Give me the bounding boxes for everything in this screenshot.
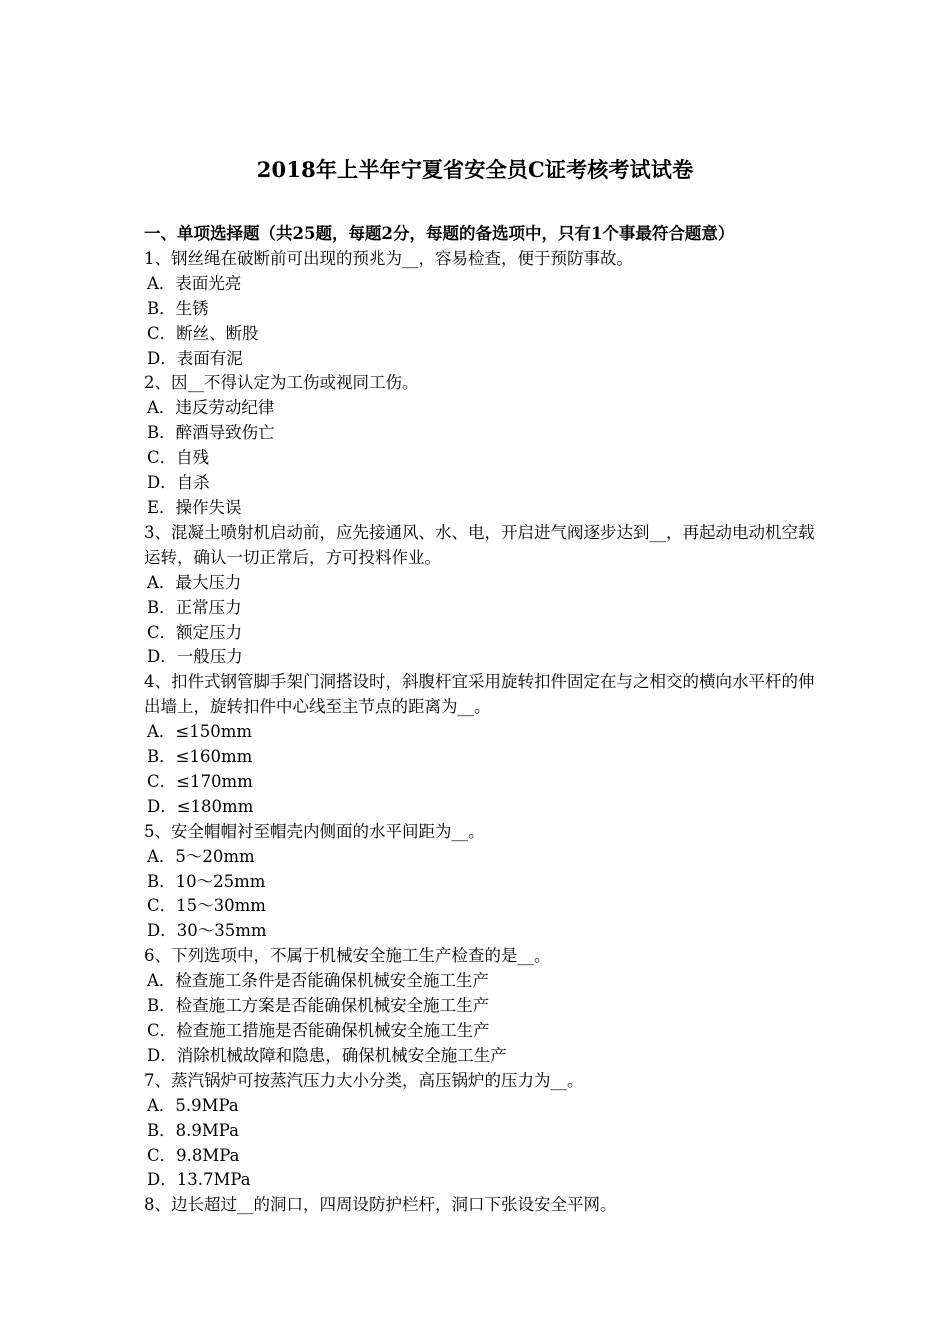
question-item [144, 521, 824, 670]
answer-option: D．自杀 [147, 473, 210, 493]
question-item [144, 820, 824, 945]
answer-option: C．自残 [147, 448, 210, 468]
question-stem: 1、钢丝绳在破断前可出现的预兆为__，容易检查，便于预防事故。 [144, 248, 633, 268]
section-heading: 一、单项选择题（共25题，每题2分，每题的备选项中，只有1个事最符合题意） [144, 224, 735, 243]
answer-option: D．一般压力 [147, 647, 243, 667]
document-body [144, 222, 824, 1218]
answer-option: C．额定压力 [147, 622, 243, 642]
question-item [144, 670, 824, 819]
answer-option: B．醉酒导致伤亡 [147, 423, 275, 443]
question-item [144, 1193, 824, 1218]
answer-option: A．5～20mm [147, 846, 255, 866]
question-item [144, 1069, 824, 1194]
answer-option: D．≤180mm [147, 796, 254, 816]
question-item [144, 371, 824, 520]
answer-option: D．13.7MPa [147, 1170, 251, 1190]
question-item [144, 944, 824, 1069]
question-stem: 8、边长超过__的洞口，四周设防护栏杆，洞口下张设安全平网。 [144, 1195, 617, 1215]
answer-option: D．消除机械故障和隐患，确保机械安全施工生产 [147, 1045, 507, 1065]
question-stem: 7、蒸汽锅炉可按蒸汽压力大小分类，高压锅炉的压力为__。 [144, 1070, 584, 1090]
answer-option: B．生锈 [147, 298, 209, 318]
answer-option: A．最大压力 [147, 572, 242, 592]
answer-option: B．正常压力 [147, 597, 242, 617]
answer-option: B．10～25mm [147, 871, 266, 891]
document-title: 2018年上半年宁夏省安全员C证考核考试试卷 [256, 157, 694, 182]
answer-option: B．≤160mm [147, 747, 253, 767]
answer-option: C．15～30mm [147, 896, 266, 916]
answer-option: A．检查施工条件是否能确保机械安全施工生产 [147, 971, 489, 991]
answer-option: C．9.8MPa [147, 1145, 240, 1165]
question-stem: 6、下列选项中，不属于机械安全施工生产检查的是__。 [144, 946, 551, 966]
answer-option: D．30～35mm [147, 921, 267, 941]
question-item [144, 247, 824, 372]
answer-option: C．检查施工措施是否能确保机械安全施工生产 [147, 1021, 490, 1040]
question-stem: 2、因__不得认定为工伤或视同工伤。 [144, 373, 419, 393]
question-stem: 5、安全帽帽衬至帽壳内侧面的水平间距为__。 [144, 821, 485, 841]
question-stem: 3、混凝土喷射机启动前，应先接通风、水、电，开启进气阀逐步达到__，再起动电动机空载运转，确认一切正常后，方可投料作业。 [144, 522, 815, 567]
answer-option: D．表面有泥 [147, 348, 243, 368]
answer-option: E．操作失误 [147, 497, 242, 517]
answer-option: A．5.9MPa [147, 1095, 239, 1115]
answer-option: A．违反劳动纪律 [147, 398, 275, 418]
answer-option: A．≤150mm [147, 722, 253, 742]
answer-option: C．断丝、断股 [147, 323, 259, 343]
answer-option: A．表面光亮 [147, 273, 242, 293]
answer-option: C．≤170mm [147, 771, 253, 791]
question-stem: 4、扣件式钢管脚手架门洞搭设时，斜腹杆宜采用旋转扣件固定在与之相交的横向水平杆的伸出墙上，旋转扣件中心线至主节点的距离为__。 [144, 672, 815, 717]
answer-option: B．8.9MPa [147, 1120, 239, 1140]
question-list [144, 247, 824, 1218]
answer-option: B．检查施工方案是否能确保机械安全施工生产 [147, 996, 490, 1016]
